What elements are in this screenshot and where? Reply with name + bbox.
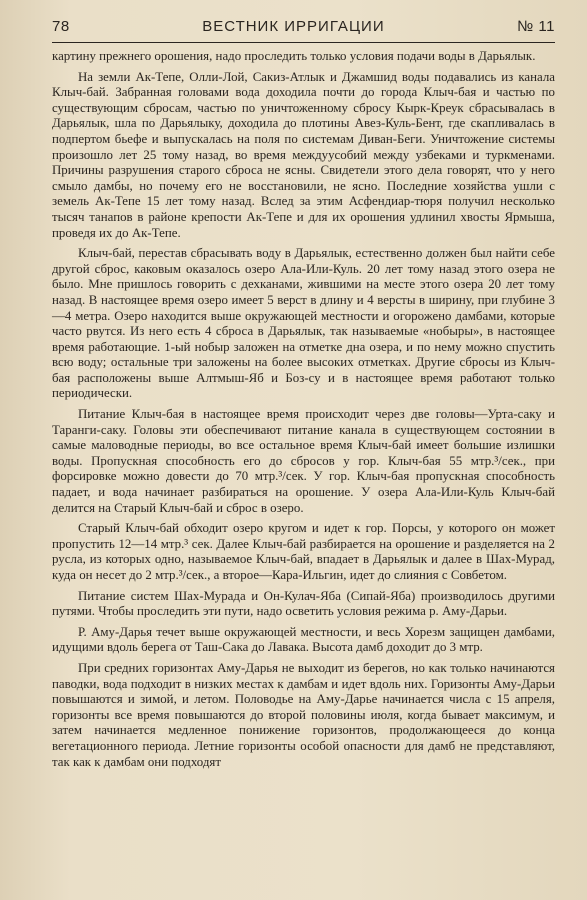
issue-number: № 11 [517, 18, 555, 35]
paragraph: Клыч-бай, перестав сбрасывать воду в Дарьялык, естественно должен был найти себе другой сброс, каковым оказалось озеро Ала-Или-Куль. 20 лет тому назад этого озера не было. Мне пришлось говорить с дехканами, жившими на месте этого озера 20 лет тому назад. В настоящее время озеро имеет 5 верст в длину и 4 версты в ширину, при глубине 3—4 метра. Озеро находится выше окружающей местности и огорожено дамбами, которые часто рвутся. Из него есть 4 сброса в Дарьялык, так называемые «нобыры», в настоящее время работающие. 1-ый нобыр заложен на отметке дна озера, и по нему можно спустить всю воду; остальные три заложены на более высоких отметках. Другие сбросы из Клыч-бая расположены выше Алтмыш-Яб и Боз-су и в настоящее время работают только периодически. [52, 246, 555, 401]
paragraph: картину прежнего орошения, надо проследить только условия подачи воды в Дарьялык. [52, 49, 536, 63]
paragraph: Питание Клыч-бая в настоящее время происходит через две головы—Урта-саку и Таранги-саку. Головы эти обеспечивают питание канала в существующем состоянии в самые маловодные периоды, во все остальное время Клыч-бай имеет большие излишки воды. Пропускная способность его до сбросов у гор. Клыч-бая 55 мтр.³/сек., при форсировке можно довести до 70 мтр.³/сек. У гор. Клыч-бая пропускная способность падает, и вода начинает разбираться на орошение. У озера Ала-Или-Куль Клыч-бай делится на Старый Клыч-бай и сброс в озеро. [52, 407, 555, 515]
paragraph: На земли Ак-Тепе, Олли-Лой, Сакиз-Атлык и Джамшид воды подавались из канала Клыч-бай. Забранная головами вода доходила почти до города Клыч-бая и частью по существующим сбросам, частью по уничтоженному сбросу Кырк-Креук сбрасывалась в Дарьялык, шла по Дарьялыку, доходила до плотины Авез-Куль-Бент, где скапливалась в подпертом бьефе и выпускалась на поля по системам Диван-Беги. Уничтожение системы произошло лет 25 тому назад, во время междуусобий между узбеками и туркменами. Причины разрушения старого сброса не ясны. Свидетели этого дела говорят, что у него смыло дамбы, но почему его не восстановили, не ясно. Последние хозяйства ушли с земель Ак-Тепе 15 лет тому назад. Вслед за этим Асфендиар-тюря получил несколько тысяч танапов в районе крепости Ак-Тепе и для их орошения удлинил хвосты Ярмыша, проведя их до Ак-Тепе. [52, 69, 555, 240]
page-header [52, 18, 555, 40]
paragraph: Р. Аму-Дарья течет выше окружающей местности, и весь Хорезм защищен дамбами, идущими вдоль берега от Таш-Сака до Лавака. Высота дамб доходит до 3 мтр. [52, 624, 555, 655]
paragraph: При средних горизонтах Аму-Дарья не выходит из берегов, но как только начинаются паводки, вода подходит в низких местах к дамбам и идет вдоль них. Горизонты Аму-Дарьи повышаются и зимой, и летом. Половодье на Аму-Дарье начинается числа с 15 апреля, горизонты все время повышаются до второй половины июля, когда бывает максимум, и затем начинается медленное понижение горизонтов, продолжающееся до конца вегетационного периода. Летние горизонты особой опасности для дамб не представляют, так как к дамбам они подходят [52, 660, 555, 769]
article-body [52, 49, 555, 770]
header-rule [52, 42, 555, 43]
page-number: 78 [52, 18, 70, 35]
journal-title: ВЕСТНИК ИРРИГАЦИИ [202, 18, 385, 35]
paragraph: Старый Клыч-бай обходит озеро кругом и идет к гор. Порсы, у которого он может пропустить 12—14 мтр.³ сек. Далее Клыч-бай разбирается на орошение и разделяется на 2 русла, из которых одно, называемое Клыч-бай, впадает в Дарьялык и далее в Шах-Мурад, куда он несет до 2 мтр.³/сек., а второе—Кара-Ильгин, идет до слияния с Совбетом. [52, 521, 555, 582]
paragraph: Питание систем Шах-Мурада и Он-Кулач-Яба (Сипай-Яба) производилось другими путями. Чтобы проследить эти пути, надо осветить условия режима р. Аму-Дарьи. [52, 588, 555, 619]
